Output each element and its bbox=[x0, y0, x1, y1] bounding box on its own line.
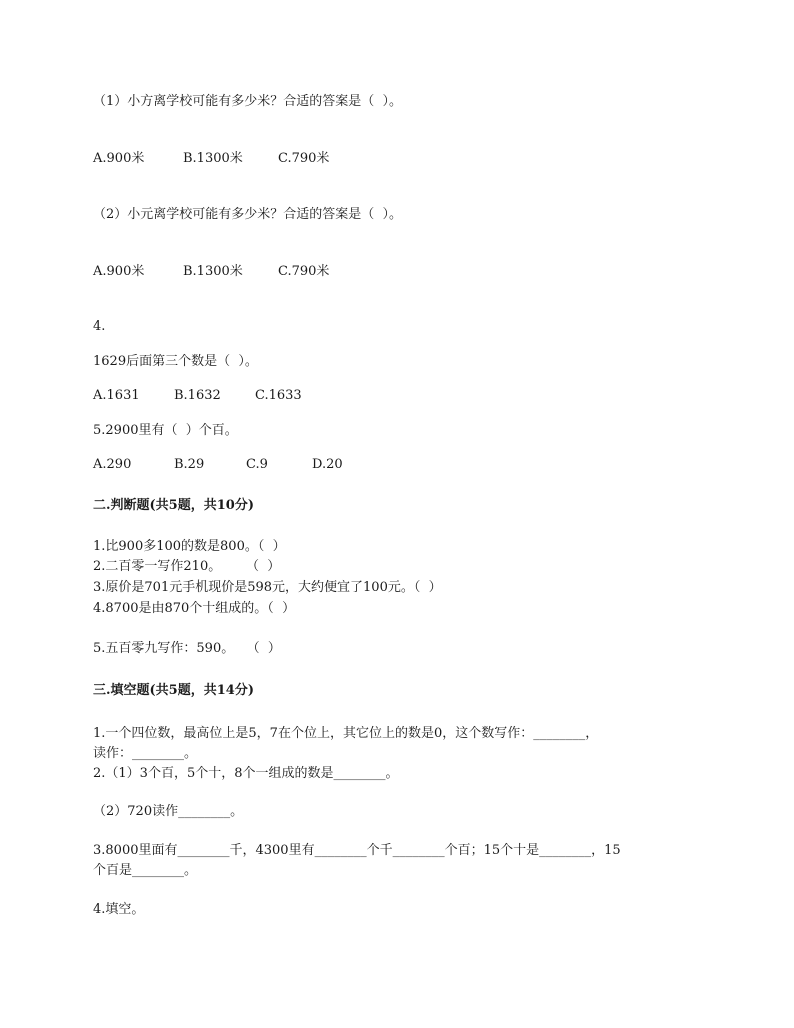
judge-item-1: 1.比900多100的数是800。（ ） bbox=[93, 539, 286, 554]
fill-item-4: 4.填空。 bbox=[93, 902, 145, 917]
q3-2-option-b: B.1300米 bbox=[183, 264, 243, 279]
q3-1-option-a: A.900米 bbox=[93, 151, 145, 166]
judge-item-4: 4.8700是由870个十组成的。（ ） bbox=[93, 601, 296, 616]
section-2-title: 二.判断题(共5题，共10分) bbox=[93, 498, 254, 513]
q4-option-c: C.1633 bbox=[255, 388, 302, 403]
section-3-title: 三.填空题(共5题，共14分) bbox=[93, 683, 254, 698]
question-3-1-text: （1）小方离学校可能有多少米？合适的答案是（ ）。 bbox=[93, 94, 403, 109]
q4-option-a: A.1631 bbox=[93, 388, 140, 403]
question-4-text: 1629后面第三个数是（ ）。 bbox=[93, 354, 258, 369]
q5-option-a: A.290 bbox=[93, 457, 132, 472]
fill-item-1-line-2: 读作：________。 bbox=[93, 746, 198, 761]
judge-item-3: 3.原价是701元手机现价是598元，大约便宜了100元。（ ） bbox=[93, 580, 442, 595]
q3-2-option-a: A.900米 bbox=[93, 264, 145, 279]
q5-option-d: D.20 bbox=[312, 457, 343, 472]
q3-2-option-c: C.790米 bbox=[278, 264, 330, 279]
question-4-number: 4. bbox=[93, 319, 106, 334]
question-5-text: 5.2900里有（ ）个百。 bbox=[93, 423, 238, 438]
q5-option-b: B.29 bbox=[174, 457, 205, 472]
fill-item-1-line-1: 1.一个四位数，最高位上是5，7在个位上，其它位上的数是0，这个数写作：________， bbox=[93, 726, 599, 741]
q3-1-option-c: C.790米 bbox=[278, 151, 330, 166]
q5-option-c: C.9 bbox=[246, 457, 268, 472]
fill-item-2-2: （2）720读作________。 bbox=[93, 804, 244, 819]
judge-item-2: 2.二百零一写作210。 （ ） bbox=[93, 559, 281, 574]
q3-1-option-b: B.1300米 bbox=[183, 151, 243, 166]
judge-item-5: 5.五百零九写作：590。 （ ） bbox=[93, 641, 281, 656]
fill-item-2-1: 2.（1）3个百，5个十，8个一组成的数是________。 bbox=[93, 766, 399, 781]
question-3-2-text: （2）小元离学校可能有多少米？合适的答案是（ ）。 bbox=[93, 207, 403, 222]
fill-item-3-line-1: 3.8000里面有________千，4300里有________个千________个百；15个十是________，15 bbox=[93, 843, 621, 858]
q4-option-b: B.1632 bbox=[174, 388, 221, 403]
fill-item-3-line-2: 个百是________。 bbox=[93, 863, 198, 878]
